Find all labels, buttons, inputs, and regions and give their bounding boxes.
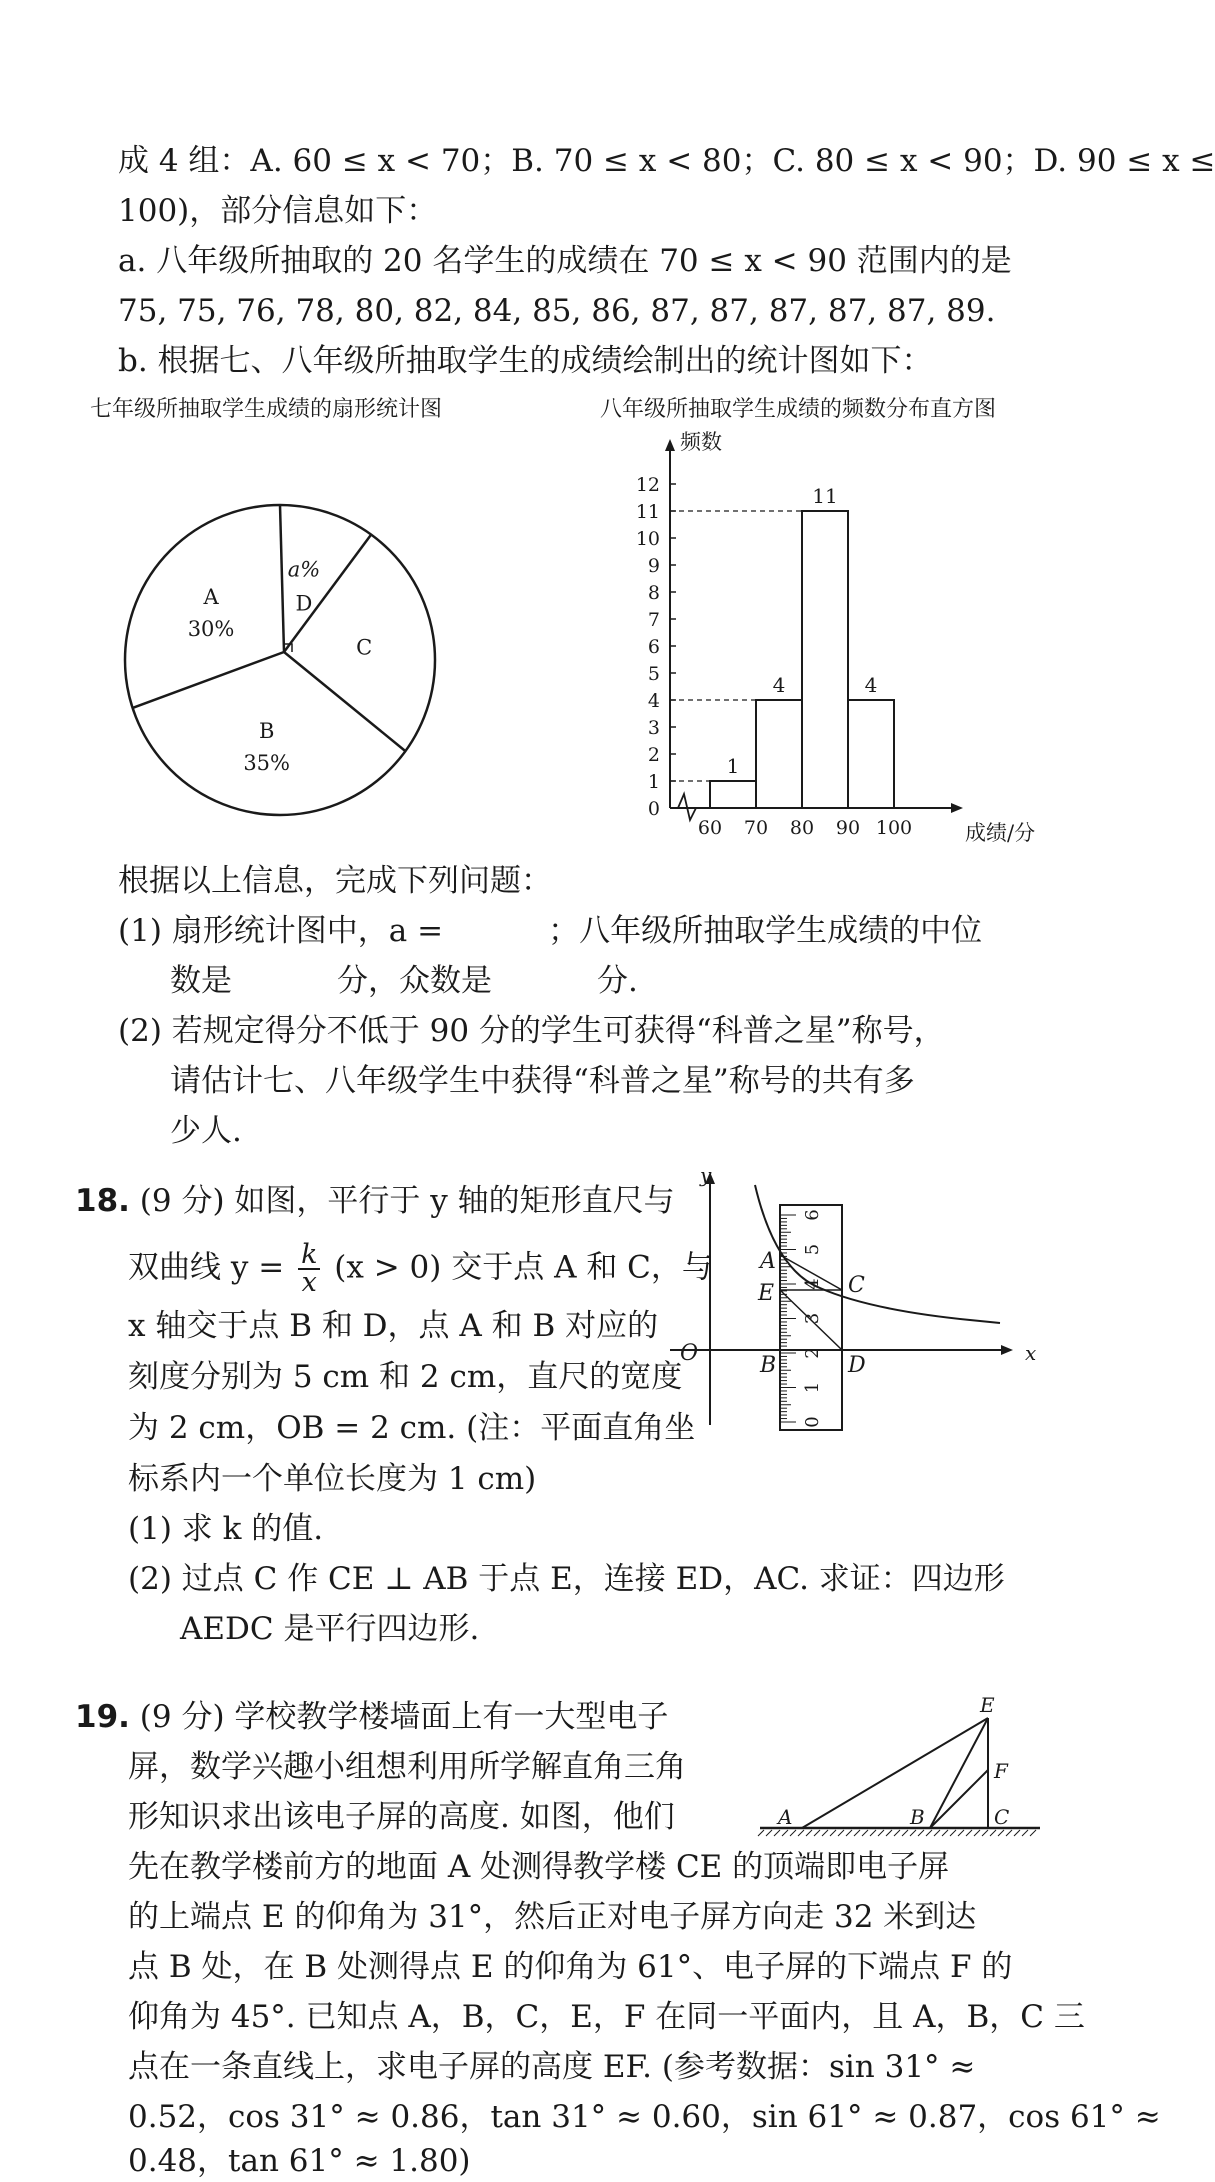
pie-slice-name-d: D: [295, 591, 313, 616]
q17-part1-line1: [118, 910, 982, 952]
hist-bar: [756, 700, 802, 808]
label-d: D: [848, 1353, 866, 1378]
hyperbola-fraction: [298, 1239, 320, 1298]
fraction-numerator: k: [298, 1242, 320, 1270]
segment-bf: [930, 1770, 988, 1828]
hist-y-tick-label: 1: [647, 771, 660, 793]
hist-y-tick-label: 4: [647, 690, 660, 712]
ruler-tick-label: 6: [802, 1209, 823, 1221]
hist-y-tick-label: 12: [635, 474, 660, 496]
hist-y-tick-label: 11: [635, 501, 660, 523]
label-b: B: [910, 1805, 925, 1829]
label-c: C: [994, 1805, 1010, 1829]
label-f: F: [994, 1759, 1008, 1783]
ruler-scale: [780, 1209, 823, 1427]
hist-bar-label: 4: [864, 673, 878, 697]
q18-line-2: [128, 1239, 713, 1298]
pie-chart: [120, 480, 440, 840]
q17-info-b: b. 根据七、八年级所抽取学生的成绩绘制出的统计图如下：: [118, 343, 933, 379]
q17-prompt: 根据以上信息，完成下列问题：: [118, 863, 552, 899]
q17-line-2: 100)，部分信息如下：: [118, 193, 438, 229]
q19-line-7: 仰角为 45°. 已知点 A，B，C，E，F 在同一平面内，且 A，B，C 三: [128, 1999, 1085, 2035]
q18-figure: [670, 1160, 1050, 1460]
q19-line-9: 0.52，cos 31° ≈ 0.86，tan 31° ≈ 0.60，sin 61° ≈ 0.87，cos 61° ≈: [128, 2099, 1161, 2135]
q18-curve-suffix: (x > 0) 交于点 A 和 C，与: [334, 1249, 713, 1286]
q17-part1-c: 数是: [170, 963, 232, 999]
pie-radius-b: [284, 652, 405, 751]
hist-y-tick-label: 9: [647, 555, 660, 577]
segment-ed: [780, 1290, 842, 1350]
q19-line-10: 0.48，tan 61° ≈ 1.80): [128, 2143, 471, 2179]
q17-part2-line2: 请估计七、八年级学生中获得“科普之星”称号的共有多: [170, 1063, 915, 1099]
q17-part1-a: (1) 扇形统计图中，a =: [118, 913, 444, 949]
hist-bar-label: 4: [772, 673, 786, 697]
ruler-tick-label: 1: [802, 1381, 823, 1394]
label-a: A: [760, 1249, 776, 1274]
pie-slice-label-b: 35%: [243, 751, 291, 776]
q18-line-1: [75, 1180, 675, 1222]
pie-slice-name-c: C: [356, 635, 373, 660]
histogram-title: 八年级所抽取学生成绩的频数分布直方图: [600, 397, 997, 422]
q17-scores: 75, 75, 76, 78, 80, 82, 84, 85, 86, 87, 87, 87, 87, 87, 89.: [118, 293, 996, 329]
ground-hatching: [758, 1830, 1036, 1836]
label-e: E: [758, 1281, 775, 1306]
hist-bar-label: 11: [812, 484, 838, 508]
hist-bar: [848, 700, 894, 808]
hist-x-label: 成绩/分: [965, 821, 1036, 845]
hist-y-arrow-icon: [665, 439, 675, 451]
hist-y-tick-label: 5: [647, 663, 660, 685]
label-b: B: [760, 1353, 777, 1378]
pie-radius-d: [280, 505, 284, 652]
hist-y-tick-label: 7: [647, 609, 660, 631]
ruler-tick-label: 4: [802, 1278, 823, 1290]
q17-part1-d: 分，众数是: [337, 963, 492, 999]
hist-y-tick-label: 0: [647, 798, 660, 820]
pie-chart-title: 七年级所抽取学生成绩的扇形统计图: [90, 397, 443, 422]
ruler-tick-label: 5: [802, 1243, 823, 1256]
q17-part1-e: 分.: [597, 963, 638, 999]
q17-part2-line3: 少人.: [170, 1113, 242, 1149]
x-axis-arrow-icon: [1001, 1345, 1013, 1355]
q18-line-6: 标系内一个单位长度为 1 cm): [128, 1461, 537, 1497]
q17-part1-line2: [170, 960, 638, 1002]
q19-line-2: 屏，数学兴趣小组想利用所学解直角三角: [128, 1749, 686, 1785]
hist-x-tick-label: 80: [789, 817, 815, 839]
q19-intro: (9 分) 学校教学楼墙面上有一大型电子: [139, 1699, 669, 1735]
q18-line-4: 刻度分别为 5 cm 和 2 cm，直尺的宽度: [128, 1359, 683, 1395]
hist-y-tick-label: 3: [647, 717, 660, 739]
pie-slice-label-a: 30%: [187, 616, 235, 641]
ruler-tick-label: 3: [802, 1312, 823, 1325]
q19-line-5: 的上端点 E 的仰角为 31°，然后正对电子屏方向走 32 米到达: [128, 1899, 977, 1935]
label-a: A: [778, 1805, 793, 1829]
q19-figure: [750, 1690, 1050, 1850]
q18-line-3: x 轴交于点 B 和 D，点 A 和 B 对应的: [128, 1308, 659, 1344]
hist-y-label: 频数: [680, 430, 722, 454]
hist-x-arrow-icon: [951, 803, 963, 813]
q18-part2-line2: AEDC 是平行四边形.: [180, 1611, 480, 1647]
hist-y-tick-label: 10: [635, 528, 660, 550]
hist-x-tick-label: 70: [743, 817, 769, 839]
q19-line-1: [75, 1696, 668, 1738]
ruler-tick-label: 0: [802, 1416, 823, 1428]
hist-y-tick-label: 2: [647, 744, 660, 766]
hist-bar-label: 1: [726, 754, 740, 778]
hist-y-tick-label: 8: [647, 582, 660, 604]
hist-y-tick-label: 6: [647, 636, 660, 658]
q19-line-6: 点 B 处，在 B 处测得点 E 的仰角为 61°、电子屏的下端点 F 的: [128, 1949, 1013, 1985]
label-x: x: [1025, 1341, 1037, 1365]
pie-radius-a: [133, 652, 284, 708]
pie-slice-name-b: B: [258, 719, 275, 744]
q18-line-5: 为 2 cm，OB = 2 cm. (注：平面直角坐: [128, 1410, 696, 1446]
histogram-chart: [610, 420, 1050, 850]
fraction-denominator: x: [301, 1267, 317, 1298]
q18-intro: (9 分) 如图，平行于 y 轴的矩形直尺与: [139, 1183, 675, 1219]
q17-part1-b: ；八年级所抽取学生成绩的中位: [548, 913, 983, 949]
label-c: C: [848, 1273, 865, 1298]
hist-x-tick-label: 60: [697, 817, 723, 839]
q17-part2-line1: (2) 若规定得分不低于 90 分的学生可获得“科普之星”称号，: [118, 1013, 945, 1049]
q19-number: 19.: [75, 1699, 130, 1735]
q17-line-1: 成 4 组：A. 60 ≤ x < 70；B. 70 ≤ x < 80；C. 80 ≤ x < 90；D. 90 ≤ x ≤: [118, 143, 1215, 179]
q19-line-8: 点在一条直线上，求电子屏的高度 EF. (参考数据：sin 31° ≈: [128, 2049, 976, 2085]
q18-number: 18.: [75, 1183, 130, 1219]
q18-curve-prefix: 双曲线 y =: [128, 1249, 285, 1286]
q19-line-3: 形知识求出该电子屏的高度. 如图，他们: [128, 1799, 675, 1835]
hist-x-tick-label: 90: [835, 817, 861, 839]
q18-part2-line1: (2) 过点 C 作 CE ⊥ AB 于点 E，连接 ED，AC. 求证：四边形: [128, 1561, 1005, 1597]
label-e: E: [980, 1693, 995, 1717]
q17-info-a: a. 八年级所抽取的 20 名学生的成绩在 70 ≤ x < 90 范围内的是: [118, 243, 1012, 279]
label-o: O: [680, 1341, 699, 1366]
pie-slice-label-d: a%: [287, 557, 321, 582]
ruler-tick-label: 2: [802, 1347, 823, 1359]
hist-x-tick-label: 100: [875, 817, 913, 839]
pie-slice-name-a: A: [203, 584, 219, 609]
hist-bar: [802, 511, 848, 808]
label-y: y: [700, 1163, 712, 1187]
q18-part1: (1) 求 k 的值.: [128, 1511, 324, 1547]
hist-bar: [710, 781, 756, 808]
q19-line-4: 先在教学楼前方的地面 A 处测得教学楼 CE 的顶端即电子屏: [128, 1849, 950, 1885]
